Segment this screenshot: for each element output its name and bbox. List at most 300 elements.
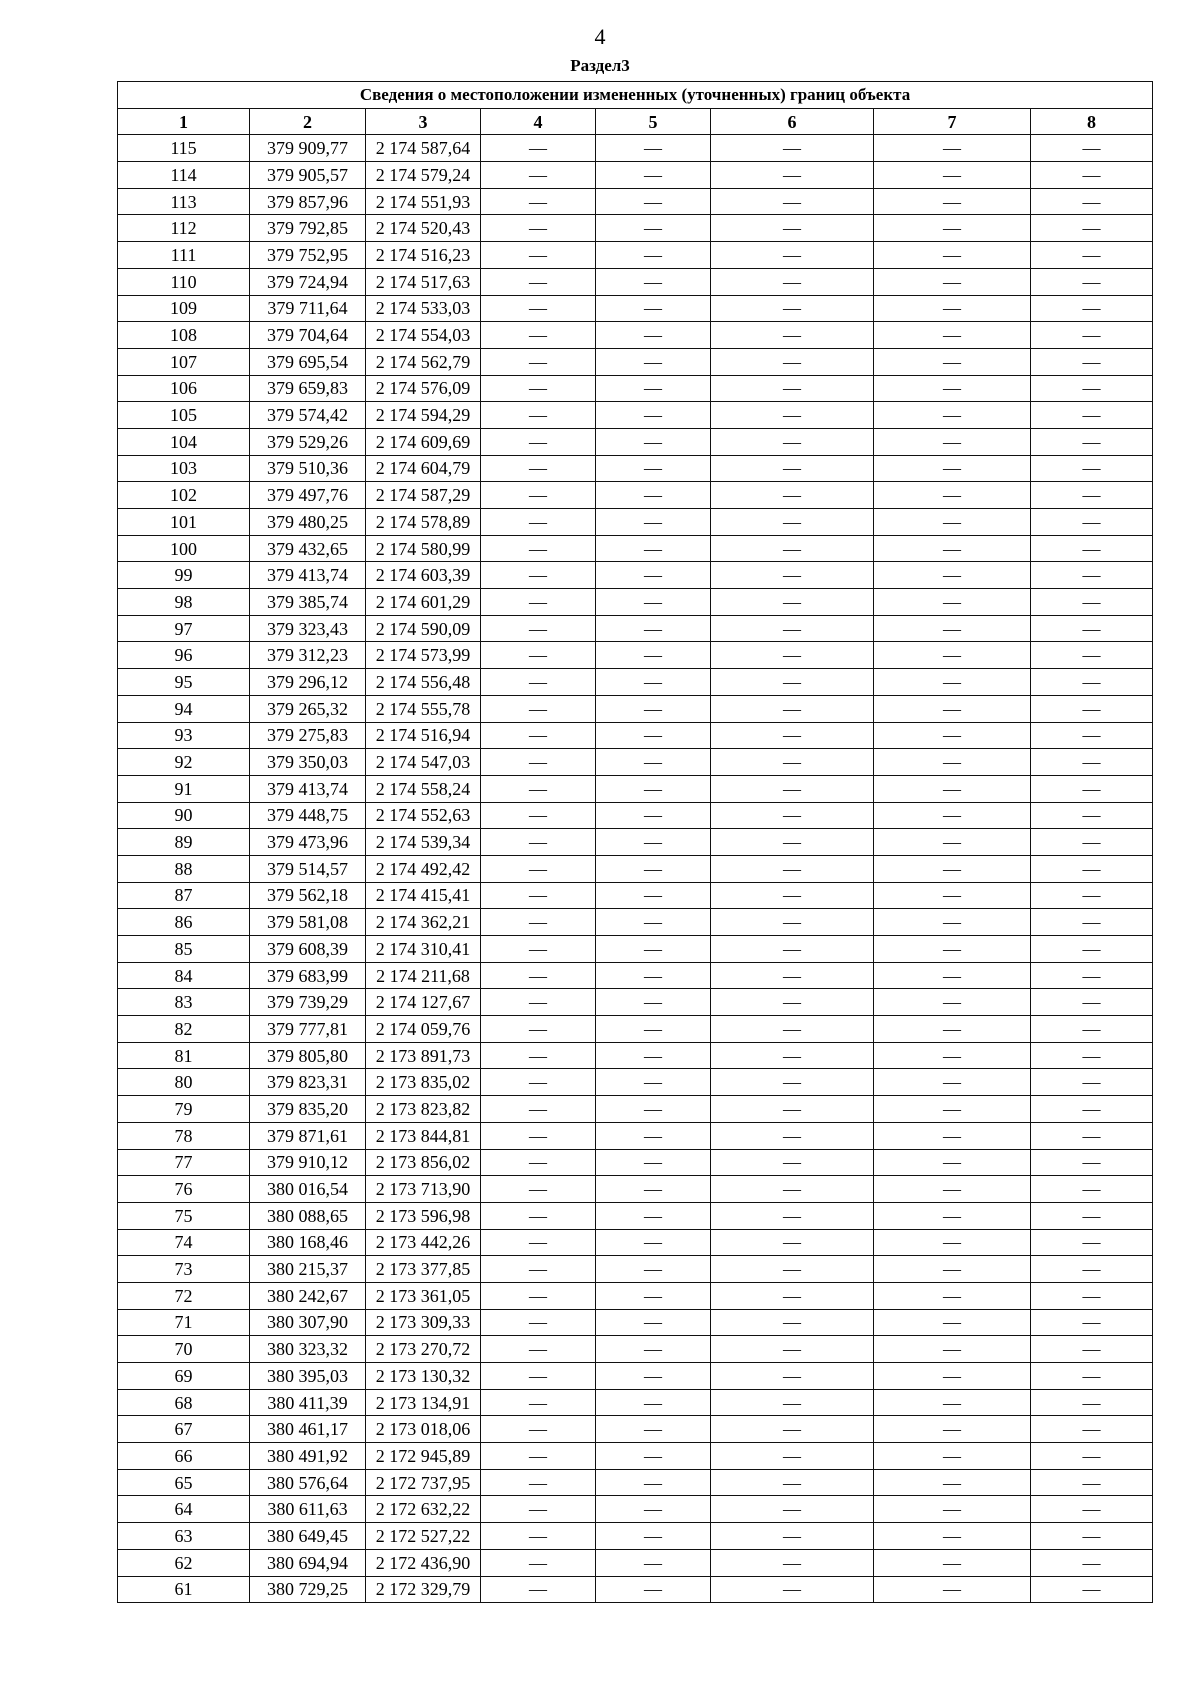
empty-value-cell (596, 1336, 711, 1363)
dash-mark: — (1082, 1205, 1101, 1226)
empty-value-cell (481, 1496, 596, 1523)
point-number-cell: 113 (118, 188, 250, 215)
dash-mark: — (943, 1445, 961, 1466)
table-row (118, 855, 1153, 882)
point-number-cell: 89 (118, 829, 250, 856)
empty-value-cell (1031, 562, 1153, 589)
dash-mark: — (943, 271, 961, 292)
dash-mark: — (1082, 1579, 1101, 1600)
x-coordinate-cell: 379 562,18 (250, 882, 366, 909)
y-coordinate-cell: 2 173 713,90 (366, 1176, 481, 1203)
empty-value-cell (874, 482, 1031, 509)
empty-value-cell (596, 455, 711, 482)
table-row (118, 669, 1153, 696)
empty-value-cell (596, 669, 711, 696)
dash-mark: — (943, 912, 961, 933)
empty-value-cell (874, 242, 1031, 269)
dash-mark: — (1082, 1072, 1101, 1093)
x-coordinate-cell: 379 432,65 (250, 535, 366, 562)
table-row (118, 455, 1153, 482)
empty-value-cell (874, 1416, 1031, 1443)
dash-mark: — (783, 832, 801, 853)
table-row (118, 1256, 1153, 1283)
dash-mark: — (943, 538, 961, 559)
x-coordinate-cell: 380 395,03 (250, 1363, 366, 1390)
empty-value-cell (711, 428, 874, 455)
empty-value-cell (874, 348, 1031, 375)
dash-mark: — (529, 1072, 547, 1093)
dash-mark: — (644, 858, 662, 879)
dash-mark: — (644, 1072, 662, 1093)
empty-value-cell (1031, 1469, 1153, 1496)
dash-mark: — (644, 778, 662, 799)
y-coordinate-cell: 2 174 533,03 (366, 295, 481, 322)
dash-mark: — (644, 618, 662, 639)
empty-value-cell (1031, 1443, 1153, 1470)
dash-mark: — (1082, 244, 1101, 265)
empty-value-cell (481, 989, 596, 1016)
empty-value-cell (481, 1523, 596, 1550)
dash-mark: — (943, 1472, 961, 1493)
empty-value-cell (874, 1309, 1031, 1336)
dash-mark: — (943, 1045, 961, 1066)
section-title: Раздел3 (570, 56, 630, 75)
empty-value-cell (874, 695, 1031, 722)
y-coordinate-cell: 2 172 737,95 (366, 1469, 481, 1496)
empty-value-cell (711, 1122, 874, 1149)
empty-value-cell (481, 1363, 596, 1390)
y-coordinate-cell: 2 174 579,24 (366, 162, 481, 189)
dash-mark: — (529, 1392, 547, 1413)
empty-value-cell (1031, 295, 1153, 322)
empty-value-cell (874, 135, 1031, 162)
table-row (118, 402, 1153, 429)
x-coordinate-cell: 379 480,25 (250, 509, 366, 536)
y-coordinate-cell: 2 172 436,90 (366, 1549, 481, 1576)
empty-value-cell (711, 1256, 874, 1283)
dash-mark: — (943, 378, 961, 399)
point-number-cell: 112 (118, 215, 250, 242)
dash-mark: — (943, 1018, 961, 1039)
dash-mark: — (783, 965, 801, 986)
point-number-cell: 110 (118, 268, 250, 295)
x-coordinate-cell: 379 413,74 (250, 562, 366, 589)
empty-value-cell (481, 1256, 596, 1283)
point-number-cell: 96 (118, 642, 250, 669)
dash-mark: — (783, 1072, 801, 1093)
empty-value-cell (596, 1416, 711, 1443)
dash-mark: — (783, 1285, 801, 1306)
empty-value-cell (874, 669, 1031, 696)
dash-mark: — (529, 218, 547, 239)
empty-value-cell (1031, 375, 1153, 402)
dash-mark: — (529, 1018, 547, 1039)
x-coordinate-cell: 379 385,74 (250, 589, 366, 616)
empty-value-cell (481, 1309, 596, 1336)
y-coordinate-cell: 2 174 211,68 (366, 962, 481, 989)
dash-mark: — (529, 378, 547, 399)
empty-value-cell (596, 1042, 711, 1069)
empty-value-cell (1031, 348, 1153, 375)
table-row (118, 909, 1153, 936)
dash-mark: — (783, 271, 801, 292)
empty-value-cell (1031, 1496, 1153, 1523)
dash-mark: — (943, 485, 961, 506)
empty-value-cell (711, 1496, 874, 1523)
empty-value-cell (481, 1416, 596, 1443)
point-number-cell: 82 (118, 1016, 250, 1043)
point-number-cell: 94 (118, 695, 250, 722)
x-coordinate-cell: 379 739,29 (250, 989, 366, 1016)
dash-mark: — (529, 1339, 547, 1360)
point-number-cell: 74 (118, 1229, 250, 1256)
empty-value-cell (1031, 642, 1153, 669)
dash-mark: — (783, 244, 801, 265)
empty-value-cell (596, 936, 711, 963)
empty-value-cell (1031, 1229, 1153, 1256)
empty-value-cell (874, 615, 1031, 642)
empty-value-cell (481, 1149, 596, 1176)
table-row (118, 1282, 1153, 1309)
empty-value-cell (711, 1309, 874, 1336)
empty-value-cell (1031, 1202, 1153, 1229)
table-row (118, 936, 1153, 963)
dash-mark: — (943, 565, 961, 586)
dash-mark: — (644, 1098, 662, 1119)
point-number-cell: 103 (118, 455, 250, 482)
x-coordinate-cell: 379 413,74 (250, 775, 366, 802)
x-coordinate-cell: 379 704,64 (250, 322, 366, 349)
dash-mark: — (783, 298, 801, 319)
table-row (118, 1069, 1153, 1096)
empty-value-cell (1031, 1389, 1153, 1416)
empty-value-cell (711, 1149, 874, 1176)
dash-mark: — (943, 1365, 961, 1386)
table-row (118, 375, 1153, 402)
dash-mark: — (783, 1445, 801, 1466)
point-number-cell: 105 (118, 402, 250, 429)
x-coordinate-cell: 379 473,96 (250, 829, 366, 856)
empty-value-cell (711, 1549, 874, 1576)
dash-mark: — (1082, 1152, 1101, 1173)
y-coordinate-cell: 2 174 576,09 (366, 375, 481, 402)
table-row (118, 642, 1153, 669)
x-coordinate-cell: 379 312,23 (250, 642, 366, 669)
dash-mark: — (943, 1525, 961, 1546)
dash-mark: — (1082, 1312, 1101, 1333)
empty-value-cell (1031, 1149, 1153, 1176)
x-coordinate-cell: 380 242,67 (250, 1282, 366, 1309)
empty-value-cell (596, 295, 711, 322)
table-row (118, 1149, 1153, 1176)
dash-mark: — (783, 1472, 801, 1493)
point-number-cell: 83 (118, 989, 250, 1016)
y-coordinate-cell: 2 173 823,82 (366, 1096, 481, 1123)
dash-mark: — (529, 1098, 547, 1119)
empty-value-cell (481, 695, 596, 722)
point-number-cell: 81 (118, 1042, 250, 1069)
dash-mark: — (529, 191, 547, 212)
dash-mark: — (529, 1125, 547, 1146)
empty-value-cell (596, 268, 711, 295)
dash-mark: — (644, 992, 662, 1013)
empty-value-cell (481, 802, 596, 829)
dash-mark: — (1082, 992, 1101, 1013)
empty-value-cell (596, 535, 711, 562)
point-number-cell: 72 (118, 1282, 250, 1309)
dash-mark: — (529, 671, 547, 692)
empty-value-cell (1031, 775, 1153, 802)
dash-mark: — (529, 431, 547, 452)
empty-value-cell (1031, 802, 1153, 829)
dash-mark: — (644, 405, 662, 426)
dash-mark: — (1082, 458, 1101, 479)
empty-value-cell (481, 1176, 596, 1203)
dash-mark: — (1082, 1445, 1101, 1466)
empty-value-cell (481, 615, 596, 642)
dash-mark: — (1082, 938, 1101, 959)
empty-value-cell (711, 402, 874, 429)
empty-value-cell (1031, 1523, 1153, 1550)
dash-mark: — (1082, 138, 1101, 159)
dash-mark: — (644, 832, 662, 853)
table-row (118, 562, 1153, 589)
y-coordinate-cell: 2 174 551,93 (366, 188, 481, 215)
point-number-cell: 104 (118, 428, 250, 455)
dash-mark: — (1082, 405, 1101, 426)
empty-value-cell (874, 1176, 1031, 1203)
dash-mark: — (644, 191, 662, 212)
dash-mark: — (529, 1472, 547, 1493)
dash-mark: — (1082, 1285, 1101, 1306)
point-number-cell: 102 (118, 482, 250, 509)
dash-mark: — (644, 511, 662, 532)
dash-mark: — (644, 218, 662, 239)
dash-mark: — (644, 645, 662, 666)
dash-mark: — (943, 218, 961, 239)
empty-value-cell (874, 909, 1031, 936)
dash-mark: — (783, 431, 801, 452)
dash-mark: — (943, 1499, 961, 1520)
empty-value-cell (1031, 1042, 1153, 1069)
empty-value-cell (711, 1069, 874, 1096)
empty-value-cell (481, 402, 596, 429)
empty-value-cell (874, 1469, 1031, 1496)
empty-value-cell (481, 722, 596, 749)
table-row (118, 1336, 1153, 1363)
table-row (118, 1122, 1153, 1149)
y-coordinate-cell: 2 174 127,67 (366, 989, 481, 1016)
table-row (118, 135, 1153, 162)
dash-mark: — (943, 298, 961, 319)
dash-mark: — (943, 1098, 961, 1119)
dash-mark: — (783, 1525, 801, 1546)
dash-mark: — (644, 912, 662, 933)
dash-mark: — (1082, 698, 1101, 719)
empty-value-cell (711, 722, 874, 749)
empty-value-cell (481, 322, 596, 349)
empty-value-cell (711, 775, 874, 802)
dash-mark: — (644, 671, 662, 692)
dash-mark: — (529, 698, 547, 719)
dash-mark: — (783, 912, 801, 933)
dash-mark: — (943, 992, 961, 1013)
y-coordinate-cell: 2 174 415,41 (366, 882, 481, 909)
table-row (118, 749, 1153, 776)
column-header: 3 (366, 108, 481, 135)
table-row (118, 1549, 1153, 1576)
column-header-row (118, 108, 1153, 135)
empty-value-cell (596, 722, 711, 749)
dash-mark: — (783, 591, 801, 612)
x-coordinate-cell: 379 659,83 (250, 375, 366, 402)
x-coordinate-cell: 380 168,46 (250, 1229, 366, 1256)
point-number-cell: 85 (118, 936, 250, 963)
empty-value-cell (1031, 322, 1153, 349)
table-row (118, 1576, 1153, 1603)
x-coordinate-cell: 379 905,57 (250, 162, 366, 189)
dash-mark: — (1082, 351, 1101, 372)
x-coordinate-cell: 379 574,42 (250, 402, 366, 429)
dash-mark: — (1082, 1339, 1101, 1360)
dash-mark: — (783, 485, 801, 506)
empty-value-cell (1031, 1069, 1153, 1096)
dash-mark: — (783, 1499, 801, 1520)
empty-value-cell (596, 1149, 711, 1176)
empty-value-cell (1031, 135, 1153, 162)
empty-value-cell (874, 855, 1031, 882)
dash-mark: — (943, 618, 961, 639)
point-number-cell: 65 (118, 1469, 250, 1496)
empty-value-cell (711, 1176, 874, 1203)
empty-value-cell (874, 989, 1031, 1016)
dash-mark: — (529, 912, 547, 933)
y-coordinate-cell: 2 174 520,43 (366, 215, 481, 242)
dash-mark: — (943, 1072, 961, 1093)
y-coordinate-cell: 2 173 442,26 (366, 1229, 481, 1256)
dash-mark: — (783, 458, 801, 479)
empty-value-cell (1031, 936, 1153, 963)
table-row (118, 1389, 1153, 1416)
dash-mark: — (1082, 912, 1101, 933)
empty-value-cell (1031, 669, 1153, 696)
empty-value-cell (874, 642, 1031, 669)
dash-mark: — (644, 485, 662, 506)
empty-value-cell (596, 615, 711, 642)
empty-value-cell (596, 1282, 711, 1309)
point-number-cell: 100 (118, 535, 250, 562)
column-header: 2 (250, 108, 366, 135)
y-coordinate-cell: 2 174 603,39 (366, 562, 481, 589)
dash-mark: — (529, 1499, 547, 1520)
dash-mark: — (529, 885, 547, 906)
dash-mark: — (529, 938, 547, 959)
empty-value-cell (596, 482, 711, 509)
table-row (118, 695, 1153, 722)
empty-value-cell (711, 482, 874, 509)
empty-value-cell (481, 295, 596, 322)
point-number-cell: 99 (118, 562, 250, 589)
table-row (118, 215, 1153, 242)
x-coordinate-cell: 379 497,76 (250, 482, 366, 509)
dash-mark: — (783, 1392, 801, 1413)
x-coordinate-cell: 379 683,99 (250, 962, 366, 989)
dash-mark: — (529, 298, 547, 319)
empty-value-cell (481, 882, 596, 909)
dash-mark: — (644, 1579, 662, 1600)
table-row (118, 1202, 1153, 1229)
point-number-cell: 80 (118, 1069, 250, 1096)
empty-value-cell (711, 1363, 874, 1390)
dash-mark: — (644, 458, 662, 479)
y-coordinate-cell: 2 174 554,03 (366, 322, 481, 349)
y-coordinate-cell: 2 172 945,89 (366, 1443, 481, 1470)
empty-value-cell (596, 1122, 711, 1149)
dash-mark: — (1082, 1365, 1101, 1386)
dash-mark: — (783, 645, 801, 666)
dash-mark: — (783, 218, 801, 239)
dash-mark: — (943, 671, 961, 692)
x-coordinate-cell: 380 088,65 (250, 1202, 366, 1229)
x-coordinate-cell: 379 514,57 (250, 855, 366, 882)
empty-value-cell (711, 749, 874, 776)
empty-value-cell (711, 375, 874, 402)
y-coordinate-cell: 2 173 377,85 (366, 1256, 481, 1283)
empty-value-cell (711, 1523, 874, 1550)
empty-value-cell (711, 1469, 874, 1496)
empty-value-cell (1031, 188, 1153, 215)
empty-value-cell (596, 1229, 711, 1256)
x-coordinate-cell: 379 792,85 (250, 215, 366, 242)
empty-value-cell (596, 162, 711, 189)
dash-mark: — (783, 325, 801, 346)
empty-value-cell (874, 455, 1031, 482)
empty-value-cell (874, 882, 1031, 909)
empty-value-cell (711, 1202, 874, 1229)
x-coordinate-cell: 379 350,03 (250, 749, 366, 776)
empty-value-cell (874, 1523, 1031, 1550)
x-coordinate-cell: 379 752,95 (250, 242, 366, 269)
y-coordinate-cell: 2 174 601,29 (366, 589, 481, 616)
empty-value-cell (874, 1202, 1031, 1229)
dash-mark: — (943, 1205, 961, 1226)
empty-value-cell (874, 1336, 1031, 1363)
y-coordinate-cell: 2 172 527,22 (366, 1523, 481, 1550)
empty-value-cell (596, 909, 711, 936)
point-number-cell: 111 (118, 242, 250, 269)
x-coordinate-cell: 379 608,39 (250, 936, 366, 963)
dash-mark: — (644, 538, 662, 559)
y-coordinate-cell: 2 173 309,33 (366, 1309, 481, 1336)
dash-mark: — (1082, 885, 1101, 906)
y-coordinate-cell: 2 174 558,24 (366, 775, 481, 802)
dash-mark: — (644, 1285, 662, 1306)
empty-value-cell (711, 936, 874, 963)
dash-mark: — (783, 378, 801, 399)
dash-mark: — (529, 164, 547, 185)
dash-mark: — (783, 1419, 801, 1440)
y-coordinate-cell: 2 174 516,94 (366, 722, 481, 749)
dash-mark: — (529, 752, 547, 773)
dash-mark: — (1082, 485, 1101, 506)
empty-value-cell (481, 1229, 596, 1256)
dash-mark: — (529, 1259, 547, 1280)
empty-value-cell (596, 829, 711, 856)
column-header: 6 (711, 108, 874, 135)
empty-value-cell (596, 695, 711, 722)
table-row (118, 1469, 1153, 1496)
y-coordinate-cell: 2 174 552,63 (366, 802, 481, 829)
